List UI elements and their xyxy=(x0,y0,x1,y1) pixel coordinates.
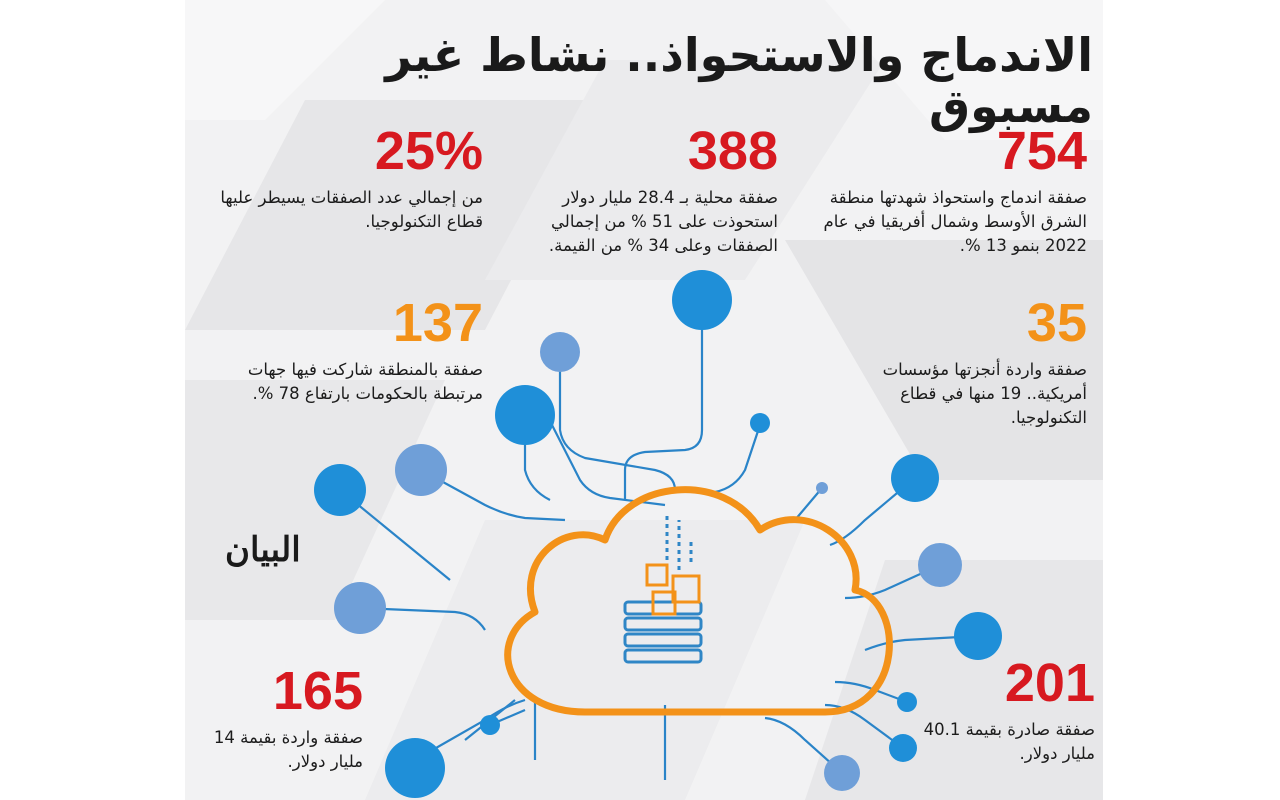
stat-754-number: 754 xyxy=(996,121,1087,181)
stat-35-text: صفقة واردة أنجزتها مؤسسات أمريكية.. 19 منها في قطاع التكنولوجيا. xyxy=(882,360,1087,427)
albayan-logo: البيان xyxy=(225,530,301,570)
stat-137 xyxy=(213,293,483,406)
stat-754 xyxy=(807,121,1087,258)
stat-388-number: 388 xyxy=(687,121,778,181)
stat-25-percent xyxy=(198,121,483,234)
stat-201-text: صفقة صادرة بقيمة 40.1 مليار دولار. xyxy=(923,720,1095,763)
stat-754-text: صفقة اندماج واستحواذ شهدتها منطقة الشرق الأوسط وشمال أفريقيا في عام 2022 بنمو 13 %. xyxy=(823,188,1087,255)
stat-137-text: صفقة بالمنطقة شاركت فيها جهات مرتبطة بالحكومات بارتفاع 78 %. xyxy=(247,360,483,403)
stat-35-number: 35 xyxy=(1026,293,1087,353)
stat-165 xyxy=(193,661,363,774)
stat-25-number: 25% xyxy=(374,121,483,181)
stat-388-text: صفقة محلية بـ 28.4 مليار دولار استحوذت على 51 % من إجمالي الصفقات وعلى 34 % من القيمة. xyxy=(548,188,778,255)
stat-165-number: 165 xyxy=(272,661,363,721)
stat-388 xyxy=(513,121,778,258)
infographic-poster xyxy=(185,0,1103,800)
stat-137-number: 137 xyxy=(392,293,483,353)
stat-201 xyxy=(905,653,1095,766)
stat-25-text: من إجمالي عدد الصفقات يسيطر عليها قطاع التكنولوجيا. xyxy=(220,188,483,231)
headline: الاندماج والاستحواذ.. نشاط غير مسبوق xyxy=(385,28,1093,133)
stat-201-number: 201 xyxy=(1004,653,1095,713)
stat-35 xyxy=(837,293,1087,430)
stat-165-text: صفقة واردة بقيمة 14 مليار دولار. xyxy=(213,728,363,771)
